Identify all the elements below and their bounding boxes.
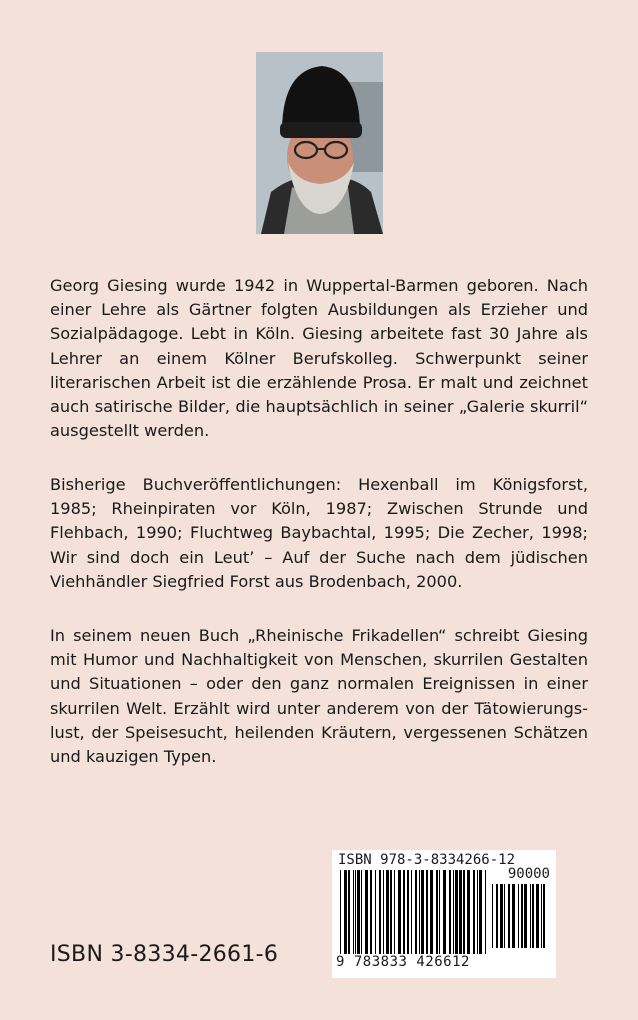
barcode-bar <box>386 870 389 954</box>
barcode-bar <box>541 884 542 948</box>
barcode-bar <box>512 884 515 948</box>
barcode-bar <box>473 870 475 954</box>
new-book-description: In seinem neuen Buch „Rheinische Frikadellen“ schreibt Giesing mit Humor und Nachhaltigkeit von Menschen, skurrilen Gestalten und Situationen – oder den ganz normalen Ereignissen in einer skurrilen Welt. Erzählt wird unter anderem von der Tätowierungs-lust, der Speisesucht, heilenden Kräutern, vergessenen Schätzen und kauzigen Typen. <box>50 626 588 767</box>
barcode-bar <box>479 870 482 954</box>
barcode-bar <box>390 870 392 954</box>
barcode-bar <box>348 870 350 954</box>
barcode-bars <box>340 870 490 958</box>
barcode-bar <box>411 870 412 954</box>
barcode-bar <box>485 870 486 954</box>
barcode-bar <box>361 870 362 954</box>
barcode-bar <box>379 870 381 954</box>
barcode-bar <box>508 884 510 948</box>
barcode <box>332 850 556 978</box>
barcode-bar <box>394 870 395 954</box>
barcode-bar <box>453 870 454 954</box>
barcode-bar <box>443 870 446 954</box>
barcode-bar <box>518 884 519 948</box>
barcode-bar <box>524 884 527 948</box>
barcode-bar <box>500 884 503 948</box>
barcode-bar <box>467 870 470 954</box>
previous-books: Bisherige Buchveröffentlichungen: Hexenball im Königsforst, 1985; Rheinpiraten vor Köln, 1987; Zwischen Strunde und Flehbach, 1990; Fluchtweg Baybachtal, 1995; Die Zecher, 1998; Wir sind doch ein Leut’ – Auf der Suche nach dem jüdischen Viehhändler Siegfried Forst aus Brodenbach, 2000. <box>50 475 588 591</box>
barcode-bar <box>430 870 433 954</box>
barcode-bar <box>504 884 505 948</box>
author-photo <box>256 52 383 234</box>
barcode-isbn-label: ISBN 978-3-8334266-12 <box>338 852 516 868</box>
barcode-bar <box>536 884 539 948</box>
barcode-bar <box>383 870 384 954</box>
barcode-bar <box>344 870 347 954</box>
barcode-bar <box>543 884 545 948</box>
author-biography: Georg Giesing wurde 1942 in Wuppertal-Barmen geboren. Nach einer Lehre als Gärtner folgten Ausbildungen als Erzieher und Sozialpädagoge. Lebt in Köln. Giesing arbeitete fast 30 Jahre als Lehrer an einem Kölner Berufskolleg. Schwerpunkt seiner literarischen Arbeit ist die erzählende Prosa. Er malt und zeichnet auch satirische Bilder, die hauptsächlich in seiner „Galerie skurril“ ausgestellt werden. <box>50 276 588 441</box>
barcode-bar <box>355 870 356 954</box>
barcode-addon-bars <box>492 884 548 950</box>
barcode-bar <box>370 870 372 954</box>
barcode-bar <box>365 870 368 954</box>
barcode-bar <box>477 870 478 954</box>
barcode-bar <box>455 870 458 954</box>
barcode-bar <box>357 870 360 954</box>
barcode-bar <box>521 884 523 948</box>
barcode-addon-code: 90000 <box>507 866 550 882</box>
barcode-bar <box>532 884 534 948</box>
barcode-bar <box>419 870 420 954</box>
barcode-bar <box>449 870 451 954</box>
barcode-bar <box>426 870 428 954</box>
barcode-bar <box>436 870 438 954</box>
barcode-bar <box>398 870 401 954</box>
barcode-bar <box>439 870 440 954</box>
barcode-bar <box>463 870 465 954</box>
barcode-bar <box>421 870 424 954</box>
barcode-digits: 9 783833 426612 <box>336 954 470 970</box>
barcode-bar <box>496 884 498 948</box>
barcode-bar <box>353 870 354 954</box>
barcode-bar <box>530 884 531 948</box>
isbn-number: ISBN 3-8334-2661-6 <box>50 942 279 967</box>
barcode-bar <box>492 884 493 948</box>
barcode-bar <box>415 870 417 954</box>
barcode-bar <box>375 870 376 954</box>
barcode-bar <box>407 870 409 954</box>
barcode-bar <box>459 870 462 954</box>
barcode-bar <box>340 870 341 954</box>
barcode-bar <box>403 870 405 954</box>
